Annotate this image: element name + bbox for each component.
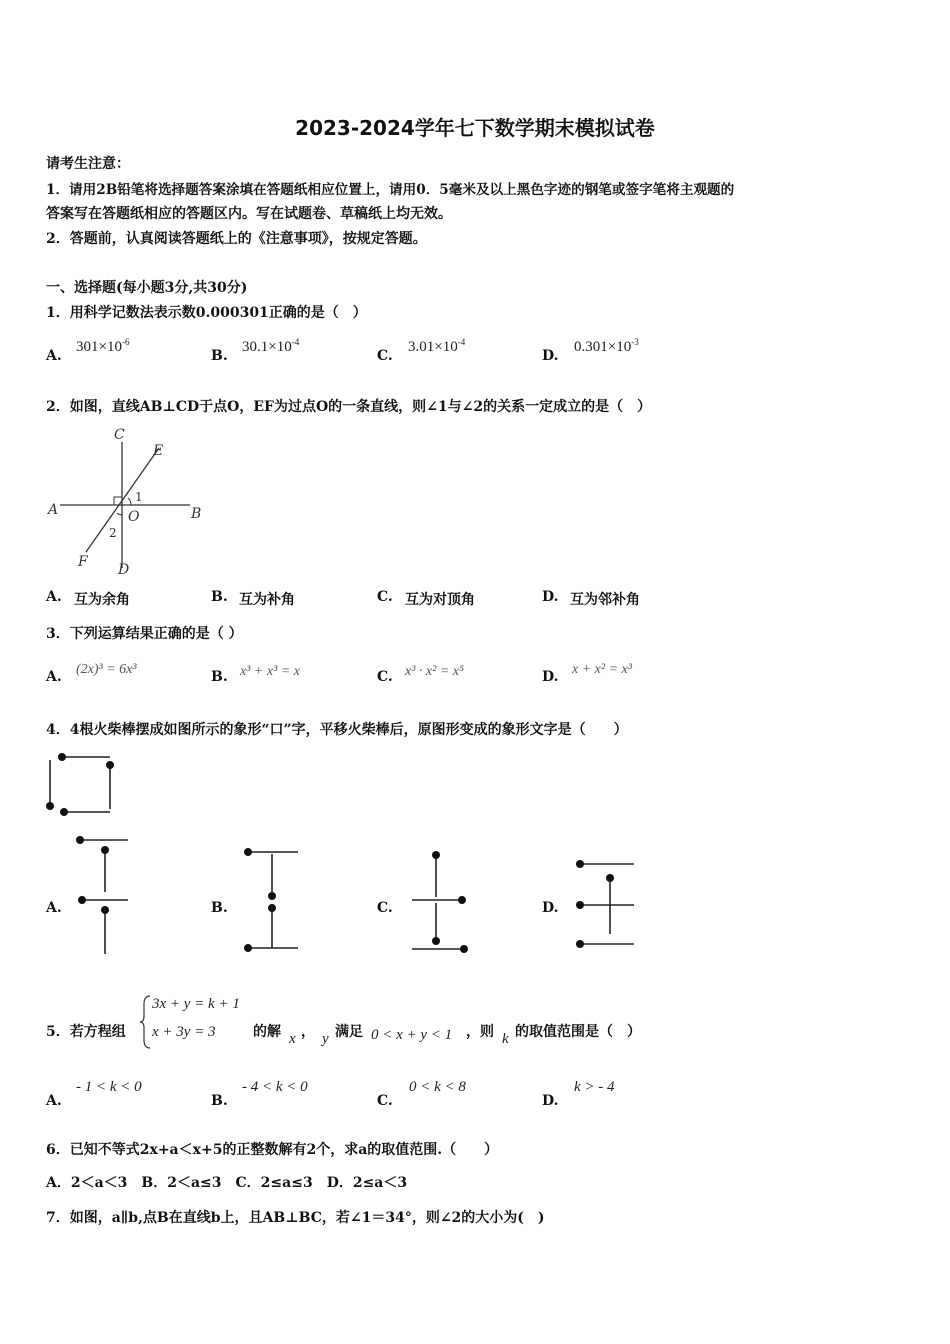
q4-option-a-label: A. [46,900,62,916]
label-b: B [191,506,202,522]
q5-then-text: ，则 [466,1024,494,1040]
q5-option-a: - 1 < k < 0 [76,1079,142,1095]
q5-condition: 0 < x + y < 1 [371,1027,453,1043]
q3-option-d: x + x² = x³ [572,662,632,677]
q2-option-d-label: D. [542,589,559,605]
q4-option-b-figure [236,840,311,960]
label-f: F [78,554,88,570]
question-2-stem: 2．如图，直线AB⊥CD于点O，EF为过点O的一条直线，则∠1与∠2的关系一定成立的是（ ） [46,399,652,415]
notice-line-3: 2．答题前，认真阅读答题纸上的《注意事项》，按规定答题。 [46,231,427,247]
label-angle-1: 1 [135,490,143,504]
q3-option-a-label: A. [46,669,62,685]
q2-option-a-label: A. [46,589,62,605]
q3-option-c: x³ · x² = x⁵ [405,664,464,679]
q5-var-x: x [289,1031,296,1047]
equation-1: 3x + y = k + 1 [152,996,240,1012]
q1-option-a: $301\times 10^{-6}$ [76,337,130,355]
q2-option-b: 互为补角 [239,592,295,608]
section-heading: 一、选择题(每小题3分,共30分) [46,280,248,296]
q1-option-d: $0.301\times 10^{-3}$ [574,337,639,355]
q4-option-b-label: B. [211,900,228,916]
q2-option-d: 互为邻补角 [570,592,640,608]
q4-option-d-label: D. [542,900,559,916]
q5-option-b: - 4 < k < 0 [242,1079,308,1095]
label-e: E [153,443,164,459]
right-angle-mark [114,497,122,505]
q3-option-a: (2x)³ = 6x³ [76,662,137,677]
q3-option-b-label: B. [211,669,228,685]
question-4-stem: 4．4根火柴棒摆成如图所示的象形“口”字，平移火柴棒后，原图形变成的象形文字是（ ） [46,722,628,738]
q5-suffix: 的取值范围是（ ） [515,1024,641,1040]
label-a: A [48,502,59,518]
question-7-stem: 7．如图，a∥b,点B在直线b上，且AB⊥BC，若∠1＝34°，则∠2的大小为( ) [46,1210,545,1226]
q3-option-c-label: C. [377,669,393,685]
q5-option-c-label: C. [377,1093,393,1109]
page-title: 2023-2024学年七下数学期末模拟试卷 [295,116,655,140]
q1-option-a-label: A. [46,348,62,364]
q5-var-k: k [502,1031,509,1047]
q3-option-d-label: D. [542,669,559,685]
equation-2: x + 3y = 3 [152,1024,216,1040]
question-1-stem: 1．用科学记数法表示数0.000301正确的是（ ） [46,305,367,321]
q4-original-figure [44,748,124,818]
q4-option-c-label: C. [377,900,393,916]
q1-option-d-label: D. [542,348,559,364]
q5-option-c: 0 < k < 8 [409,1079,466,1095]
q2-option-b-label: B. [211,589,228,605]
question-3-stem: 3．下列运算结果正确的是（ ） [46,626,243,642]
q5-option-d-label: D. [542,1093,559,1109]
question-6-stem: 6．已知不等式2x+a＜x+5的正整数解有2个，求a的取值范围.（ ） [46,1142,499,1158]
q5-comma: ， [301,1024,315,1040]
notice-line-1: 1．请用2B铅笔将选择题答案涂填在答题纸相应位置上，请用0．5毫米及以上黑色字迹的钢笔或签字笔将主观题的 [46,182,735,198]
q5-option-d: k > - 4 [574,1079,615,1095]
q5-option-a-label: A. [46,1093,62,1109]
angle-1-arc [128,498,131,505]
q1-option-b-label: B. [211,348,228,364]
q3-option-b: x³ + x³ = x [240,664,300,679]
q4-option-a-figure [70,830,140,960]
label-d: D [118,562,130,578]
label-c: C [114,427,125,443]
angle-2-arc [117,513,122,515]
question-5-prefix: 5．若方程组 [46,1024,126,1040]
label-angle-2: 2 [109,526,117,540]
q4-option-d-figure [568,850,643,955]
q1-option-c-label: C. [377,348,393,364]
q1-option-c: $3.01\times 10^{-4}$ [408,337,466,355]
q2-option-c: 互为对顶角 [405,592,475,608]
q2-option-a: 互为余角 [74,592,130,608]
q5-satisfy-text: 满足 [335,1024,363,1040]
q5-solution-text: 的解 [253,1024,281,1040]
q1-option-b: $30.1\times 10^{-4}$ [242,337,300,355]
notice-heading: 请考生注意： [46,156,130,172]
q4-option-c-figure [404,845,479,960]
equation-brace [140,994,152,1050]
q2-option-c-label: C. [377,589,393,605]
notice-line-2: 答案写在答题纸相应的答题区内。写在试题卷、草稿纸上均无效。 [46,206,452,222]
q5-var-y: y [322,1031,329,1047]
q2-figure [40,420,220,580]
q6-options: A．2＜a＜3 B．2＜a≤3 C．2≤a≤3 D．2≤a＜3 [46,1175,408,1191]
label-o: O [128,509,140,525]
q5-option-b-label: B. [211,1093,228,1109]
